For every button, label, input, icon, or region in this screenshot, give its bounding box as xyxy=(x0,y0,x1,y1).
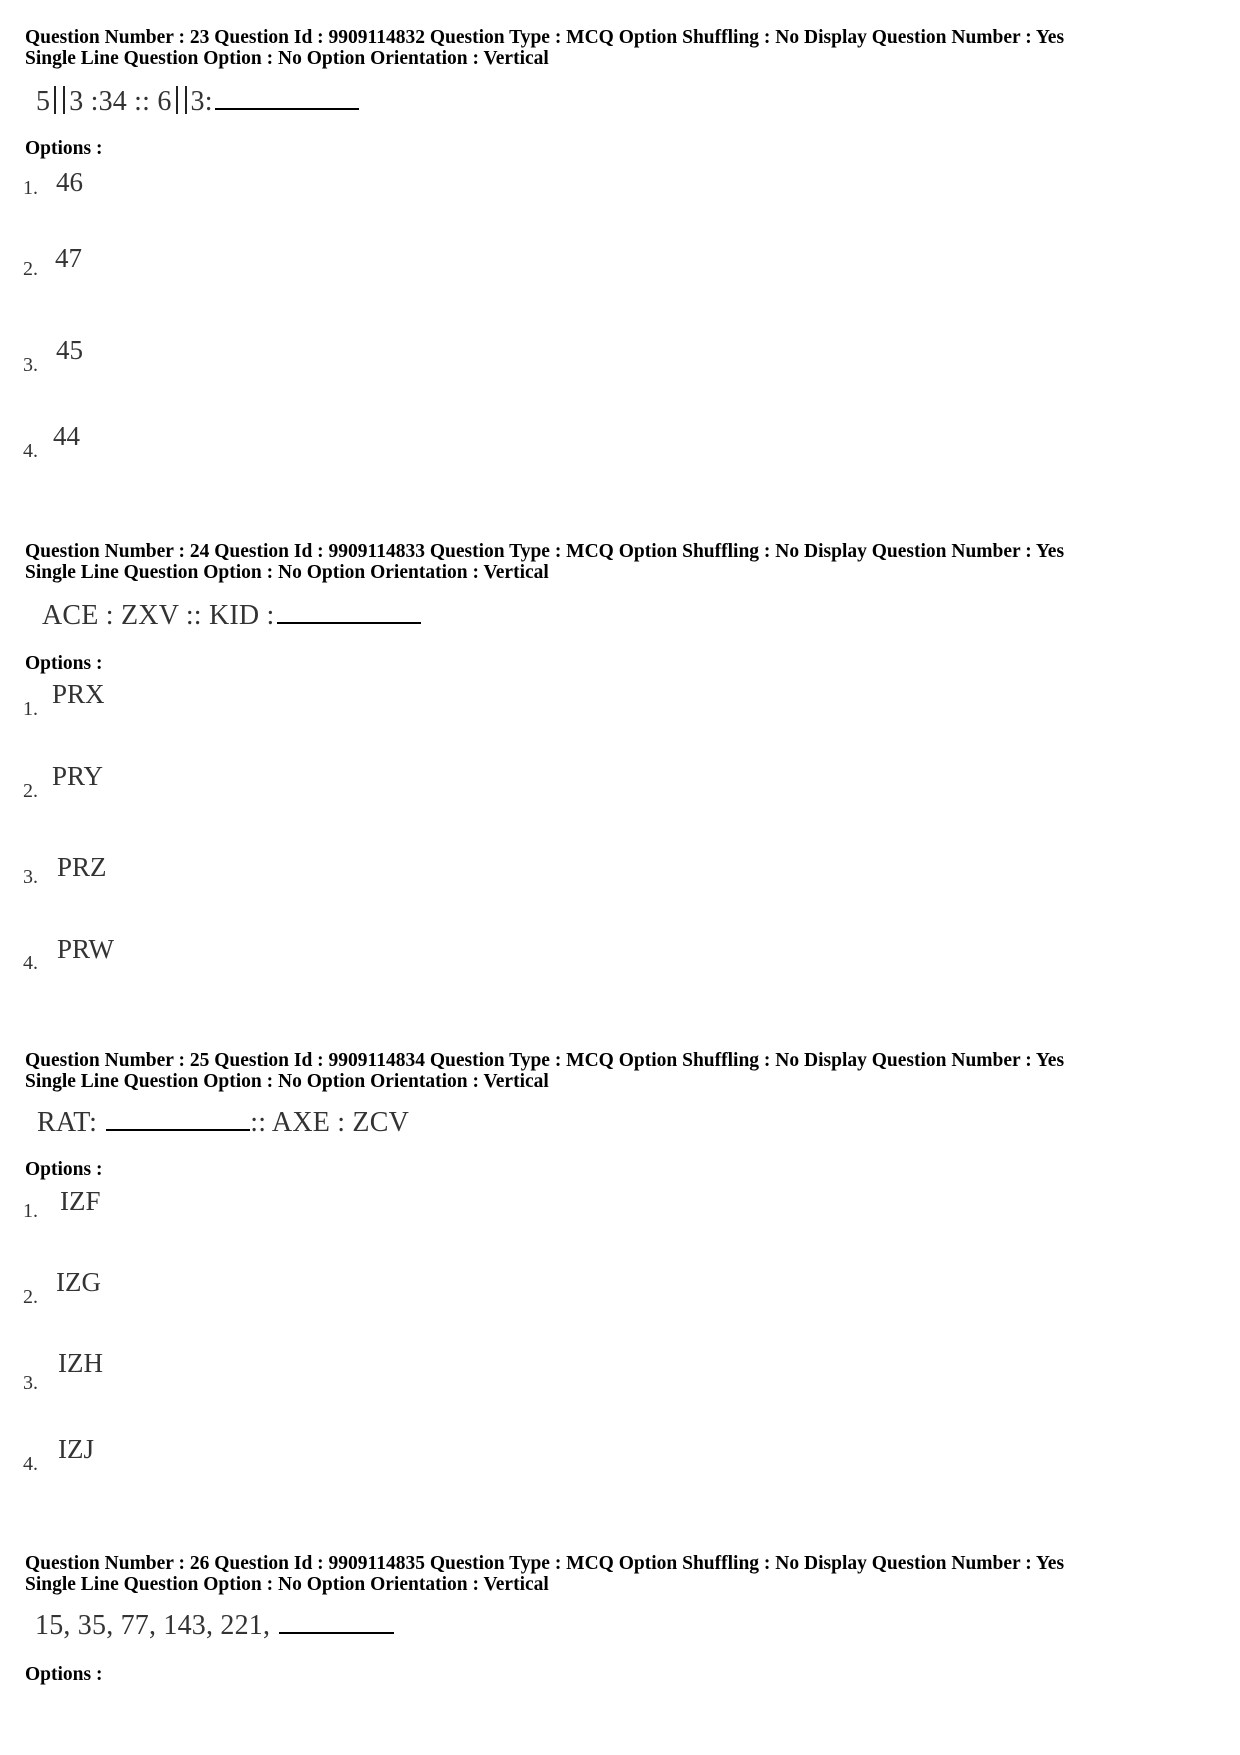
question-meta-line: Single Line Question Option : No Option Orientation : Vertical xyxy=(25,1071,549,1092)
option-value: IZJ xyxy=(58,1434,94,1464)
question-meta-line: Question Number : 26 Question Id : 9909114835 Question Type : MCQ Option Shuffling : No Display Question Number : Yes xyxy=(25,1553,1065,1574)
question-meta-line: Single Line Question Option : No Option Orientation : Vertical xyxy=(25,562,549,583)
option-value: 44 xyxy=(53,421,80,451)
option-number: 4. xyxy=(23,440,38,462)
option-value: 45 xyxy=(56,335,83,365)
question-text: 5 3 :34 :: 6 3: xyxy=(36,84,359,118)
option-value: 46 xyxy=(56,167,83,197)
option-number: 1. xyxy=(23,177,38,199)
double-bar-symbol xyxy=(54,86,65,114)
question-meta-line: Question Number : 24 Question Id : 9909114833 Question Type : MCQ Option Shuffling : No Display Question Number : Yes xyxy=(25,541,1065,562)
option-value: PRW xyxy=(57,934,115,964)
option-value: IZF xyxy=(60,1186,101,1216)
answer-blank xyxy=(277,598,421,624)
question-text: RAT: :: AXE : ZCV xyxy=(37,1107,410,1138)
option-value: 47 xyxy=(55,243,82,273)
options-label: Options : xyxy=(25,1159,103,1180)
option-number: 2. xyxy=(23,258,38,280)
question-header xyxy=(25,1553,1225,1595)
option-value: PRX xyxy=(52,679,105,709)
option-number: 2. xyxy=(23,780,38,802)
question-text: ACE : ZXV :: KID : xyxy=(42,598,421,632)
options-label: Options : xyxy=(25,1664,103,1685)
question-header xyxy=(25,1050,1225,1092)
question-header xyxy=(25,27,1225,69)
option-number: 4. xyxy=(23,1453,38,1475)
question-meta-line: Single Line Question Option : No Option Orientation : Vertical xyxy=(25,48,549,69)
option-value: PRZ xyxy=(57,852,107,882)
option-value: PRY xyxy=(52,761,104,791)
option-number: 3. xyxy=(23,866,38,888)
option-number: 4. xyxy=(23,952,38,974)
option-number: 3. xyxy=(23,1372,38,1394)
double-bar-symbol xyxy=(176,86,187,114)
question-text: 15, 35, 77, 143, 221, xyxy=(35,1608,394,1642)
option-value: IZH xyxy=(58,1348,103,1378)
option-number: 2. xyxy=(23,1286,38,1308)
answer-blank xyxy=(215,84,359,110)
options-label: Options : xyxy=(25,138,103,159)
option-number: 1. xyxy=(23,1200,38,1222)
question-header xyxy=(25,541,1225,583)
question-meta-line: Single Line Question Option : No Option Orientation : Vertical xyxy=(25,1574,549,1595)
option-value: IZG xyxy=(56,1267,101,1297)
option-number: 3. xyxy=(23,354,38,376)
question-meta-line: Question Number : 23 Question Id : 9909114832 Question Type : MCQ Option Shuffling : No Display Question Number : Yes xyxy=(25,27,1065,48)
options-label: Options : xyxy=(25,653,103,674)
answer-blank xyxy=(279,1608,394,1634)
question-meta-line: Question Number : 25 Question Id : 9909114834 Question Type : MCQ Option Shuffling : No Display Question Number : Yes xyxy=(25,1050,1065,1071)
option-number: 1. xyxy=(23,698,38,720)
answer-blank xyxy=(106,1105,250,1131)
